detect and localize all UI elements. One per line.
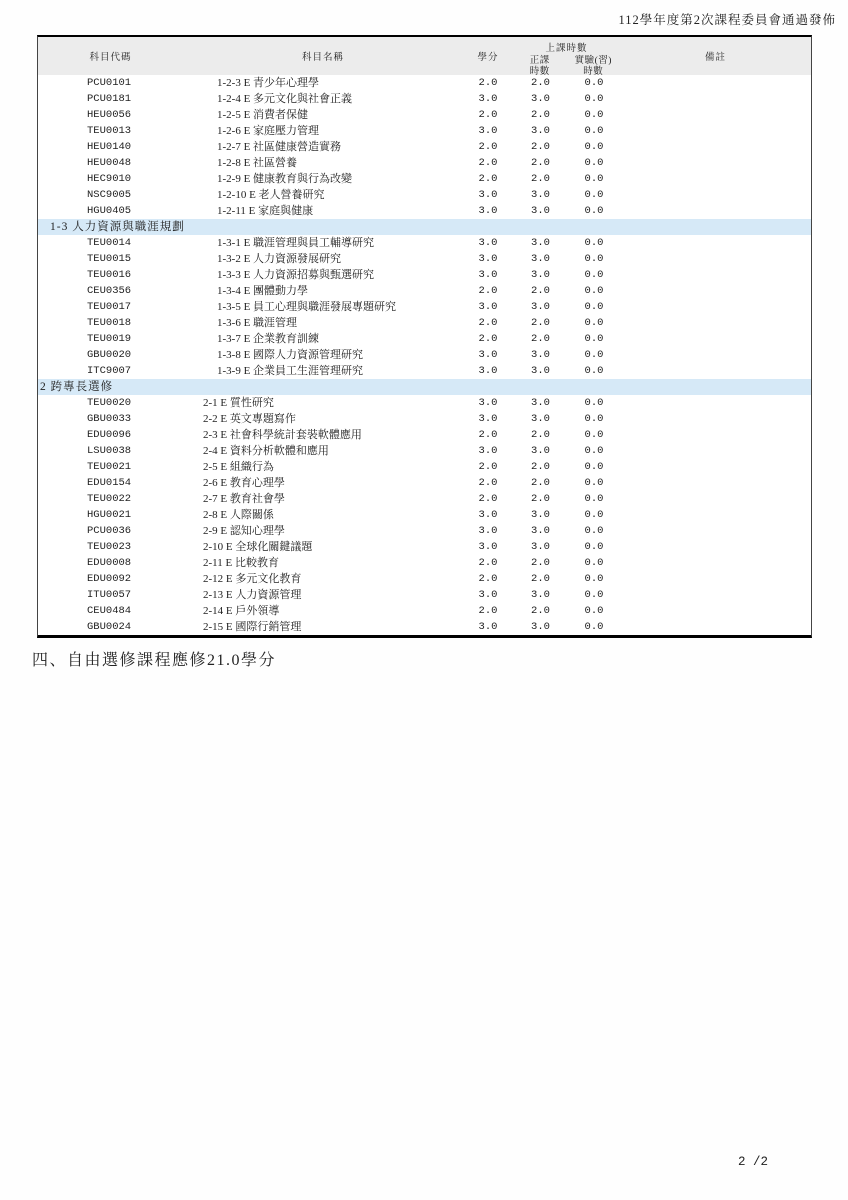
regular-cell: 3.0 bbox=[531, 541, 550, 553]
lab-cell: 0.0 bbox=[584, 285, 604, 297]
table-row bbox=[38, 139, 811, 155]
code-cell: TEU0013 bbox=[87, 125, 132, 137]
remark-cell bbox=[620, 123, 811, 139]
code-cell: HGU0021 bbox=[87, 509, 132, 521]
name-cell: 2-3 E 社會科學統計套裝軟體應用 bbox=[203, 429, 362, 441]
credit-cell: 3.0 bbox=[478, 397, 498, 409]
table-row bbox=[38, 411, 811, 427]
code-cell: EDU0096 bbox=[87, 429, 132, 441]
table-row bbox=[38, 507, 811, 523]
credit-cell: 3.0 bbox=[478, 93, 498, 105]
code-cell: LSU0038 bbox=[87, 445, 132, 457]
table-row bbox=[38, 155, 811, 171]
table-row bbox=[38, 571, 811, 587]
name-cell: 2-10 E 全球化關鍵議題 bbox=[203, 541, 313, 553]
name-cell: 1-3-9 E 企業員工生涯管理研究 bbox=[217, 365, 364, 377]
lab-cell: 0.0 bbox=[584, 189, 604, 201]
regular-cell: 2.0 bbox=[531, 605, 550, 617]
remark-cell bbox=[620, 539, 811, 555]
code-cell: HEU0140 bbox=[87, 141, 132, 153]
code-cell: TEU0021 bbox=[87, 461, 132, 473]
regular-cell: 3.0 bbox=[531, 269, 550, 281]
credit-cell: 3.0 bbox=[478, 541, 498, 553]
credit-cell: 2.0 bbox=[478, 429, 498, 441]
remark-cell bbox=[620, 603, 811, 619]
section-label: 1-3 人力資源與職涯規劃 bbox=[50, 221, 185, 233]
remark-cell bbox=[620, 331, 811, 347]
name-cell: 1-2-7 E 社區健康營造實務 bbox=[217, 141, 342, 153]
table-row bbox=[38, 443, 811, 459]
name-cell: 2-2 E 英文專題寫作 bbox=[203, 413, 296, 425]
regular-cell: 3.0 bbox=[531, 397, 550, 409]
name-cell: 2-13 E 人力資源管理 bbox=[203, 589, 302, 601]
credit-cell: 3.0 bbox=[478, 125, 498, 137]
lab-cell: 0.0 bbox=[584, 365, 604, 377]
name-cell: 2-15 E 國際行銷管理 bbox=[203, 621, 302, 633]
credit-cell: 3.0 bbox=[478, 445, 498, 457]
lab-cell: 0.0 bbox=[584, 269, 604, 281]
header-hours-subrow bbox=[513, 56, 620, 77]
remark-cell bbox=[620, 155, 811, 171]
approval-note: 112學年度第2次課程委員會通過發佈 bbox=[618, 13, 836, 27]
header-course-name: 科目名稱 bbox=[301, 53, 344, 63]
regular-cell: 3.0 bbox=[531, 301, 550, 313]
regular-cell: 2.0 bbox=[531, 461, 550, 473]
code-cell: GBU0024 bbox=[87, 621, 132, 633]
table-row bbox=[38, 171, 811, 187]
code-cell: TEU0014 bbox=[87, 237, 132, 249]
code-cell: PCU0181 bbox=[87, 93, 132, 105]
table-row bbox=[38, 75, 811, 91]
header-remarks: 備註 bbox=[704, 53, 726, 63]
remark-cell bbox=[620, 491, 811, 507]
regular-cell: 3.0 bbox=[531, 445, 550, 457]
name-cell: 1-3-6 E 職涯管理 bbox=[217, 317, 298, 329]
remark-cell bbox=[620, 411, 811, 427]
regular-cell: 2.0 bbox=[531, 77, 550, 89]
lab-cell: 0.0 bbox=[584, 77, 604, 89]
name-cell: 1-3-7 E 企業教育訓練 bbox=[217, 333, 320, 345]
table-row bbox=[38, 123, 811, 139]
name-cell: 1-2-11 E 家庭與健康 bbox=[217, 205, 314, 217]
lab-cell: 0.0 bbox=[584, 589, 604, 601]
lab-cell: 0.0 bbox=[584, 621, 604, 633]
remark-cell bbox=[620, 139, 811, 155]
remark-cell bbox=[620, 427, 811, 443]
code-cell: CEU0484 bbox=[87, 605, 132, 617]
name-cell: 1-3-3 E 人力資源招募與甄選研究 bbox=[217, 269, 375, 281]
lab-cell: 0.0 bbox=[584, 333, 604, 345]
name-cell: 1-3-4 E 團體動力學 bbox=[217, 285, 309, 297]
name-cell: 1-2-5 E 消費者保健 bbox=[217, 109, 309, 121]
name-cell: 1-3-1 E 職涯管理與員工輔導研究 bbox=[217, 237, 375, 249]
table-row bbox=[38, 283, 811, 299]
name-cell: 1-2-9 E 健康教育與行為改變 bbox=[217, 173, 353, 185]
lab-cell: 0.0 bbox=[584, 349, 604, 361]
credit-cell: 2.0 bbox=[478, 285, 498, 297]
regular-cell: 2.0 bbox=[531, 173, 550, 185]
remark-cell bbox=[620, 299, 811, 315]
credit-cell: 3.0 bbox=[478, 365, 498, 377]
header-lab-hours: 實驗(習) 時數 bbox=[574, 56, 612, 77]
remark-cell bbox=[620, 507, 811, 523]
credit-cell: 3.0 bbox=[478, 205, 498, 217]
regular-cell: 3.0 bbox=[531, 125, 550, 137]
table-row bbox=[38, 539, 811, 555]
code-cell: HEU0048 bbox=[87, 157, 132, 169]
credit-cell: 3.0 bbox=[478, 413, 498, 425]
regular-cell: 2.0 bbox=[531, 557, 550, 569]
lab-cell: 0.0 bbox=[584, 429, 604, 441]
credit-cell: 3.0 bbox=[478, 253, 498, 265]
lab-cell: 0.0 bbox=[584, 109, 604, 121]
name-cell: 2-5 E 組織行為 bbox=[203, 461, 274, 473]
lab-cell: 0.0 bbox=[584, 253, 604, 265]
lab-cell: 0.0 bbox=[584, 205, 604, 217]
lab-cell: 0.0 bbox=[584, 525, 604, 537]
lab-cell: 0.0 bbox=[584, 541, 604, 553]
table-row bbox=[38, 203, 811, 219]
remark-cell bbox=[620, 203, 811, 219]
table-row bbox=[38, 555, 811, 571]
remark-cell bbox=[620, 267, 811, 283]
table-row bbox=[38, 267, 811, 283]
code-cell: NSC9005 bbox=[87, 189, 132, 201]
regular-cell: 3.0 bbox=[531, 349, 550, 361]
table-row bbox=[38, 523, 811, 539]
regular-cell: 3.0 bbox=[531, 413, 550, 425]
lab-cell: 0.0 bbox=[584, 573, 604, 585]
credit-cell: 3.0 bbox=[478, 301, 498, 313]
credit-cell: 2.0 bbox=[478, 141, 498, 153]
credit-cell: 2.0 bbox=[478, 77, 498, 89]
remark-cell bbox=[620, 251, 811, 267]
code-cell: TEU0018 bbox=[87, 317, 132, 329]
credit-cell: 2.0 bbox=[478, 573, 498, 585]
name-cell: 1-3-5 E 員工心理與職涯發展專題研究 bbox=[217, 301, 397, 313]
regular-cell: 3.0 bbox=[531, 205, 550, 217]
code-cell: PCU0101 bbox=[87, 77, 132, 89]
name-cell: 1-3-2 E 人力資源發展研究 bbox=[217, 253, 342, 265]
code-cell: EDU0008 bbox=[87, 557, 132, 569]
regular-cell: 3.0 bbox=[531, 189, 550, 201]
name-cell: 1-3-8 E 國際人力資源管理研究 bbox=[217, 349, 364, 361]
remark-cell bbox=[620, 315, 811, 331]
regular-cell: 3.0 bbox=[531, 253, 550, 265]
credit-cell: 3.0 bbox=[478, 589, 498, 601]
header-class-hours: 上課時數 bbox=[545, 44, 588, 54]
remark-cell bbox=[620, 587, 811, 603]
table-row bbox=[38, 603, 811, 619]
credit-cell: 3.0 bbox=[478, 349, 498, 361]
lab-cell: 0.0 bbox=[584, 317, 604, 329]
code-cell: CEU0356 bbox=[87, 285, 132, 297]
code-cell: EDU0092 bbox=[87, 573, 132, 585]
code-cell: HEU0056 bbox=[87, 109, 132, 121]
name-cell: 2-4 E 資料分析軟體和應用 bbox=[203, 445, 329, 457]
lab-cell: 0.0 bbox=[584, 413, 604, 425]
table-row bbox=[38, 331, 811, 347]
regular-cell: 2.0 bbox=[531, 109, 550, 121]
name-cell: 1-2-3 E 青少年心理學 bbox=[217, 77, 320, 89]
section-row bbox=[38, 219, 811, 235]
credit-cell: 2.0 bbox=[478, 173, 498, 185]
regular-cell: 3.0 bbox=[531, 365, 550, 377]
header-regular-hours: 正課 時數 bbox=[529, 56, 550, 77]
remark-cell bbox=[620, 363, 811, 379]
regular-cell: 2.0 bbox=[531, 141, 550, 153]
credit-cell: 3.0 bbox=[478, 509, 498, 521]
remark-cell bbox=[620, 459, 811, 475]
code-cell: TEU0022 bbox=[87, 493, 132, 505]
table-row bbox=[38, 315, 811, 331]
name-cell: 2-1 E 質性研究 bbox=[203, 397, 274, 409]
table-header bbox=[38, 37, 811, 75]
code-cell: HEC9010 bbox=[87, 173, 132, 185]
remark-cell bbox=[620, 523, 811, 539]
lab-cell: 0.0 bbox=[584, 93, 604, 105]
name-cell: 1-2-4 E 多元文化與社會正義 bbox=[217, 93, 353, 105]
credit-cell: 3.0 bbox=[478, 621, 498, 633]
free-elective-note: 四、自由選修課程應修21.0學分 bbox=[32, 652, 277, 669]
name-cell: 1-2-6 E 家庭壓力管理 bbox=[217, 125, 320, 137]
table-row bbox=[38, 619, 811, 635]
lab-cell: 0.0 bbox=[584, 509, 604, 521]
lab-cell: 0.0 bbox=[584, 477, 604, 489]
credit-cell: 2.0 bbox=[478, 605, 498, 617]
regular-cell: 3.0 bbox=[531, 93, 550, 105]
remark-cell bbox=[620, 107, 811, 123]
remark-cell bbox=[620, 91, 811, 107]
code-cell: HGU0405 bbox=[87, 205, 132, 217]
code-cell: ITU0057 bbox=[87, 589, 132, 601]
regular-cell: 2.0 bbox=[531, 317, 550, 329]
name-cell: 2-6 E 教育心理學 bbox=[203, 477, 285, 489]
table-row bbox=[38, 363, 811, 379]
regular-cell: 3.0 bbox=[531, 589, 550, 601]
remark-cell bbox=[620, 475, 811, 491]
code-cell: GBU0020 bbox=[87, 349, 132, 361]
header-credits: 學分 bbox=[477, 53, 499, 63]
code-cell: TEU0016 bbox=[87, 269, 132, 281]
name-cell: 1-2-10 E 老人營養研究 bbox=[217, 189, 325, 201]
regular-cell: 3.0 bbox=[531, 621, 550, 633]
remark-cell bbox=[620, 75, 811, 91]
name-cell: 2-8 E 人際關係 bbox=[203, 509, 274, 521]
name-cell: 2-14 E 戶外領導 bbox=[203, 605, 280, 617]
credit-cell: 2.0 bbox=[478, 493, 498, 505]
section-label: 2 跨專長選修 bbox=[40, 381, 114, 393]
table-row bbox=[38, 235, 811, 251]
table-row bbox=[38, 427, 811, 443]
credit-cell: 2.0 bbox=[478, 461, 498, 473]
remark-cell bbox=[620, 571, 811, 587]
code-cell: PCU0036 bbox=[87, 525, 132, 537]
credit-cell: 2.0 bbox=[478, 477, 498, 489]
remark-cell bbox=[620, 235, 811, 251]
code-cell: TEU0017 bbox=[87, 301, 132, 313]
remark-cell bbox=[620, 619, 811, 635]
regular-cell: 2.0 bbox=[531, 429, 550, 441]
lab-cell: 0.0 bbox=[584, 301, 604, 313]
lab-cell: 0.0 bbox=[584, 173, 604, 185]
table-row bbox=[38, 347, 811, 363]
regular-cell: 3.0 bbox=[531, 509, 550, 521]
credit-cell: 2.0 bbox=[478, 157, 498, 169]
table-row bbox=[38, 107, 811, 123]
code-cell: EDU0154 bbox=[87, 477, 132, 489]
lab-cell: 0.0 bbox=[584, 605, 604, 617]
code-cell: TEU0020 bbox=[87, 397, 132, 409]
lab-cell: 0.0 bbox=[584, 445, 604, 457]
remark-cell bbox=[620, 395, 811, 411]
regular-cell: 2.0 bbox=[531, 333, 550, 345]
page-number: 2 /2 bbox=[738, 1155, 769, 1169]
regular-cell: 3.0 bbox=[531, 237, 550, 249]
name-cell: 2-11 E 比較教育 bbox=[203, 557, 279, 569]
lab-cell: 0.0 bbox=[584, 397, 604, 409]
credit-cell: 2.0 bbox=[478, 333, 498, 345]
regular-cell: 2.0 bbox=[531, 477, 550, 489]
lab-cell: 0.0 bbox=[584, 557, 604, 569]
regular-cell: 2.0 bbox=[531, 573, 550, 585]
table-row bbox=[38, 251, 811, 267]
lab-cell: 0.0 bbox=[584, 125, 604, 137]
credit-cell: 2.0 bbox=[478, 109, 498, 121]
lab-cell: 0.0 bbox=[584, 157, 604, 169]
remark-cell bbox=[620, 171, 811, 187]
remark-cell bbox=[620, 283, 811, 299]
credit-cell: 2.0 bbox=[478, 557, 498, 569]
name-cell: 2-12 E 多元文化教育 bbox=[203, 573, 302, 585]
regular-cell: 3.0 bbox=[531, 525, 550, 537]
table-row bbox=[38, 299, 811, 315]
table-row bbox=[38, 475, 811, 491]
course-table bbox=[37, 35, 812, 638]
table-rows bbox=[38, 75, 811, 635]
name-cell: 1-2-8 E 社區營養 bbox=[217, 157, 298, 169]
lab-cell: 0.0 bbox=[584, 141, 604, 153]
header-course-code: 科目代碼 bbox=[89, 53, 132, 63]
name-cell: 2-7 E 教育社會學 bbox=[203, 493, 285, 505]
code-cell: GBU0033 bbox=[87, 413, 132, 425]
lab-cell: 0.0 bbox=[584, 461, 604, 473]
credit-cell: 3.0 bbox=[478, 237, 498, 249]
table-row bbox=[38, 459, 811, 475]
remark-cell bbox=[620, 347, 811, 363]
header-class-hours-group bbox=[513, 37, 620, 75]
remark-cell bbox=[620, 443, 811, 459]
lab-cell: 0.0 bbox=[584, 237, 604, 249]
regular-cell: 2.0 bbox=[531, 285, 550, 297]
code-cell: ITC9007 bbox=[87, 365, 132, 377]
credit-cell: 3.0 bbox=[478, 189, 498, 201]
remark-cell bbox=[620, 555, 811, 571]
code-cell: TEU0023 bbox=[87, 541, 132, 553]
regular-cell: 2.0 bbox=[531, 493, 550, 505]
remark-cell bbox=[620, 187, 811, 203]
lab-cell: 0.0 bbox=[584, 493, 604, 505]
name-cell: 2-9 E 認知心理學 bbox=[203, 525, 285, 537]
credit-cell: 3.0 bbox=[478, 269, 498, 281]
credit-cell: 2.0 bbox=[478, 317, 498, 329]
regular-cell: 2.0 bbox=[531, 157, 550, 169]
table-row bbox=[38, 91, 811, 107]
table-row bbox=[38, 187, 811, 203]
table-row bbox=[38, 395, 811, 411]
code-cell: TEU0019 bbox=[87, 333, 132, 345]
credit-cell: 3.0 bbox=[478, 525, 498, 537]
code-cell: TEU0015 bbox=[87, 253, 132, 265]
section-row bbox=[38, 379, 811, 395]
table-row bbox=[38, 587, 811, 603]
table-row bbox=[38, 491, 811, 507]
